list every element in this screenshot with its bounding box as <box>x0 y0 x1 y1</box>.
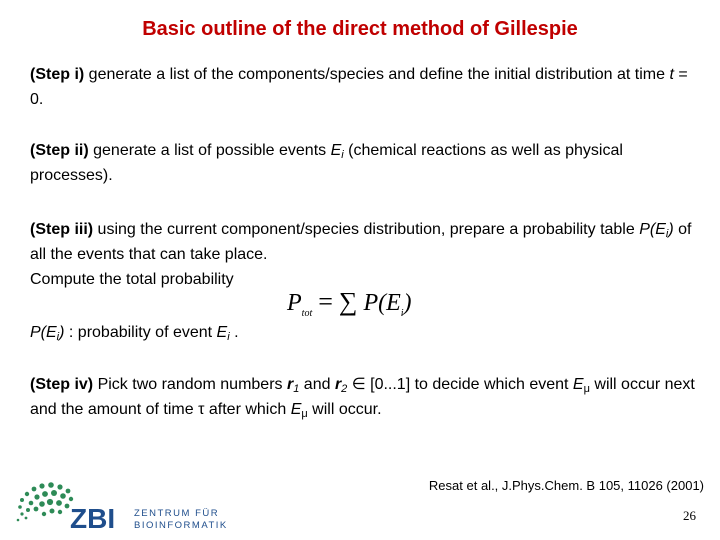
step-4: (Step iv) Pick two random numbers $r_1$ and $r_2$ ∈ [0...1] to decide which event $E_\mu$ will occur next and the amount of time τ after which $E_\mu$ will occur. <box>30 376 695 420</box>
logo-abbreviation: ZBI <box>70 503 116 534</box>
step-1: (Step i) generate a list of the components/species and define the initial distribution at time t = 0. <box>30 66 688 108</box>
probability-definition: $P(E_i)$ : probability of event $E_i$ . <box>30 324 239 343</box>
logo-line-1: ZENTRUM FÜR <box>134 508 220 519</box>
slide-title: Basic outline of the direct method of Gillespie <box>142 18 578 40</box>
page-number: 26 <box>683 508 696 523</box>
total-probability-formula: $P_{tot}$ = ∑ $P(E_i)$ <box>287 287 412 319</box>
step-3: (Step iii) using the current component/species distribution, prepare a probability table $P(E_i)$ of all the events that can take place. Compute the total probability <box>30 221 692 288</box>
step-2: (Step ii) generate a list of possible events $E_i$ (chemical reactions as well as physical processes). <box>30 142 623 184</box>
logo-line-2: BIOINFORMATIK <box>134 520 228 531</box>
citation: Resat et al., J.Phys.Chem. B 105, 11026 (2001) <box>428 478 704 493</box>
zbi-logo <box>14 476 244 534</box>
